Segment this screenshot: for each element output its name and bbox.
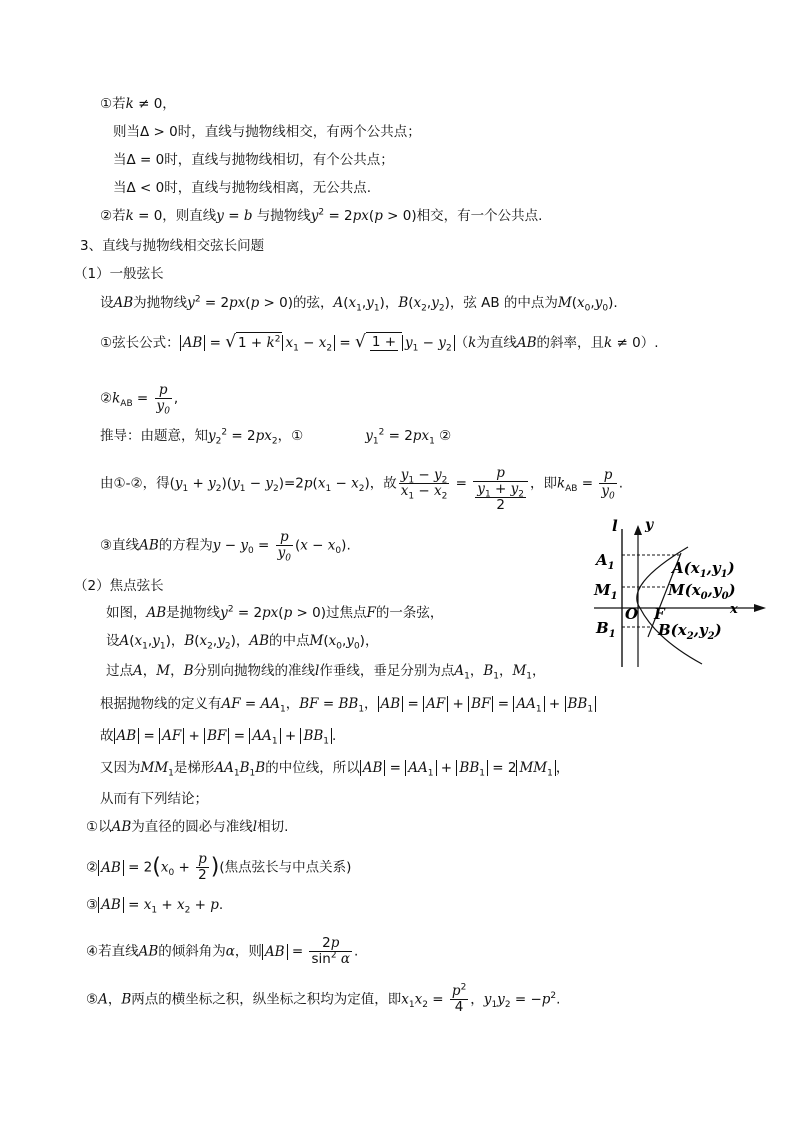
derivation-line-2: 由①-②，得$(y_1 + y_2)(y_1 - y_2)=2p(x_1 - x_2)$，故 $\frac{y_1 - y_2}{x_1 - x_2}$ = $\frac{p}{\frac{y_1 + y_2}{2}}$ ，即$k_{AB}$ = $\frac{p}{y_0}$ . (100, 465, 624, 513)
line-equation: ③直线AB的方程为$y - y_0$ = $\frac{p}{y_0}$ $(x - x_0)$. (100, 529, 351, 564)
label-a1: $A_1$ (596, 551, 615, 572)
case-delta-zero: 当Δ = 0时，直线与抛物线相切，有个公共点； (113, 152, 394, 168)
conclusion-3: ③ AB = $x_1 + x_2 + p$. (86, 897, 224, 916)
focal-length-sum: 故 AB = AF + BF = $AA_1 + BB_1$ . (100, 728, 337, 747)
label-y: y (645, 517, 654, 533)
midline-statement: 又因为$MM_1$是梯形$AA_1B_1B$的中位线，所以 AB = $AA_1 + BB_1 = 2$ $MM_1$ ， (100, 760, 570, 779)
conclusion-2: ② AB = $2(x_0$ + $\frac{p}{2}$ )(焦点弦长与中点关系) (86, 851, 352, 883)
label-point-b: $B(x_2,y_2)$ (658, 621, 722, 642)
section-3-title: 3、直线与抛物线相交弦长问题 (80, 238, 265, 254)
conclusions-intro: 从而有下列结论； (100, 791, 208, 807)
label-b1: $B_1$ (596, 619, 616, 640)
conclusion-5: ⑤A，B两点的横坐标之积，纵坐标之积均为定值，即$x_1x_2$ = $\frac{p^2}{4}$ ，$y_1y_2 = -p^2$. (86, 982, 561, 1015)
case-k-nonzero: ①若k ≠ 0， (100, 96, 176, 112)
parabola-figure (584, 517, 774, 671)
conclusion-1: ①以AB为直径的圆必与准线l相切. (86, 819, 289, 835)
chord-length-formula: ①弦长公式： AB = √ $1 + k^2$ $x_1 - x_2$ = √ 1 + $y_1 - y_2$ （k为直线AB的斜率，且k ≠ 0）. (100, 332, 659, 354)
label-o: O (625, 605, 639, 623)
case-delta-positive: 则当Δ > 0时，直线与抛物线相交，有两个公共点； (113, 124, 421, 140)
label-l: l (612, 517, 618, 535)
chord-definition: 设AB为抛物线$y^2 = 2px(p > 0)$的弦，$A(x_1,y_1)$，$B(x_2,y_2)$，弦 AB 的中点为$M(x_0,y_0)$. (100, 294, 618, 314)
case-k-zero: ②若k = 0，则直线y = b 与抛物线$y^2 = 2px(p > 0)$相交，有一个公共点. (100, 207, 543, 224)
label-point-a: $A(x_1,y_1)$ (672, 559, 735, 580)
derivation-line-1: 推导：由题意，知$y_2^2 = 2px_2$，① $y_1^2 = 2px_1$ ② (100, 427, 452, 447)
label-f: F (654, 605, 665, 623)
subsection-2-title: （2）焦点弦长 (74, 578, 164, 594)
y-axis-arrow (634, 525, 642, 535)
focal-chord-intro: 如图，AB是抛物线$y^2 = 2px(p > 0)$过焦点F的一条弦， (106, 604, 444, 621)
label-x: x (730, 602, 738, 617)
label-m1: $M_1$ (594, 581, 618, 602)
case-delta-negative: 当Δ < 0时，直线与抛物线相离，无公共点. (113, 180, 372, 196)
slope-formula: $②k_{AB}$ = $\frac{p}{y_0}$ , (100, 382, 179, 417)
conclusion-4: ④若直线AB的倾斜角为α，则 AB = $\frac{2p}{\sin^2 \alpha}$ . (86, 935, 359, 967)
label-point-m: $M(x_0,y_0)$ (668, 581, 736, 602)
perpendicular-construction: 过点A，M，B分别向抛物线的准线l作垂线，垂足分别为点$A_1$，$B_1$，$M_1$， (106, 663, 546, 682)
x-axis-arrow (754, 604, 766, 612)
definition-distances: 根据抛物线的定义有AF = $AA_1$，BF = $BB_1$， AB = AF + BF = $AA_1 + BB_1$ (100, 694, 596, 714)
subsection-1-title: （1）一般弦长 (74, 266, 164, 282)
focal-chord-points: 设$A(x_1,y_1)$，$B(x_2,y_2)$，AB的中点$M(x_0,y_0)$， (106, 633, 379, 652)
